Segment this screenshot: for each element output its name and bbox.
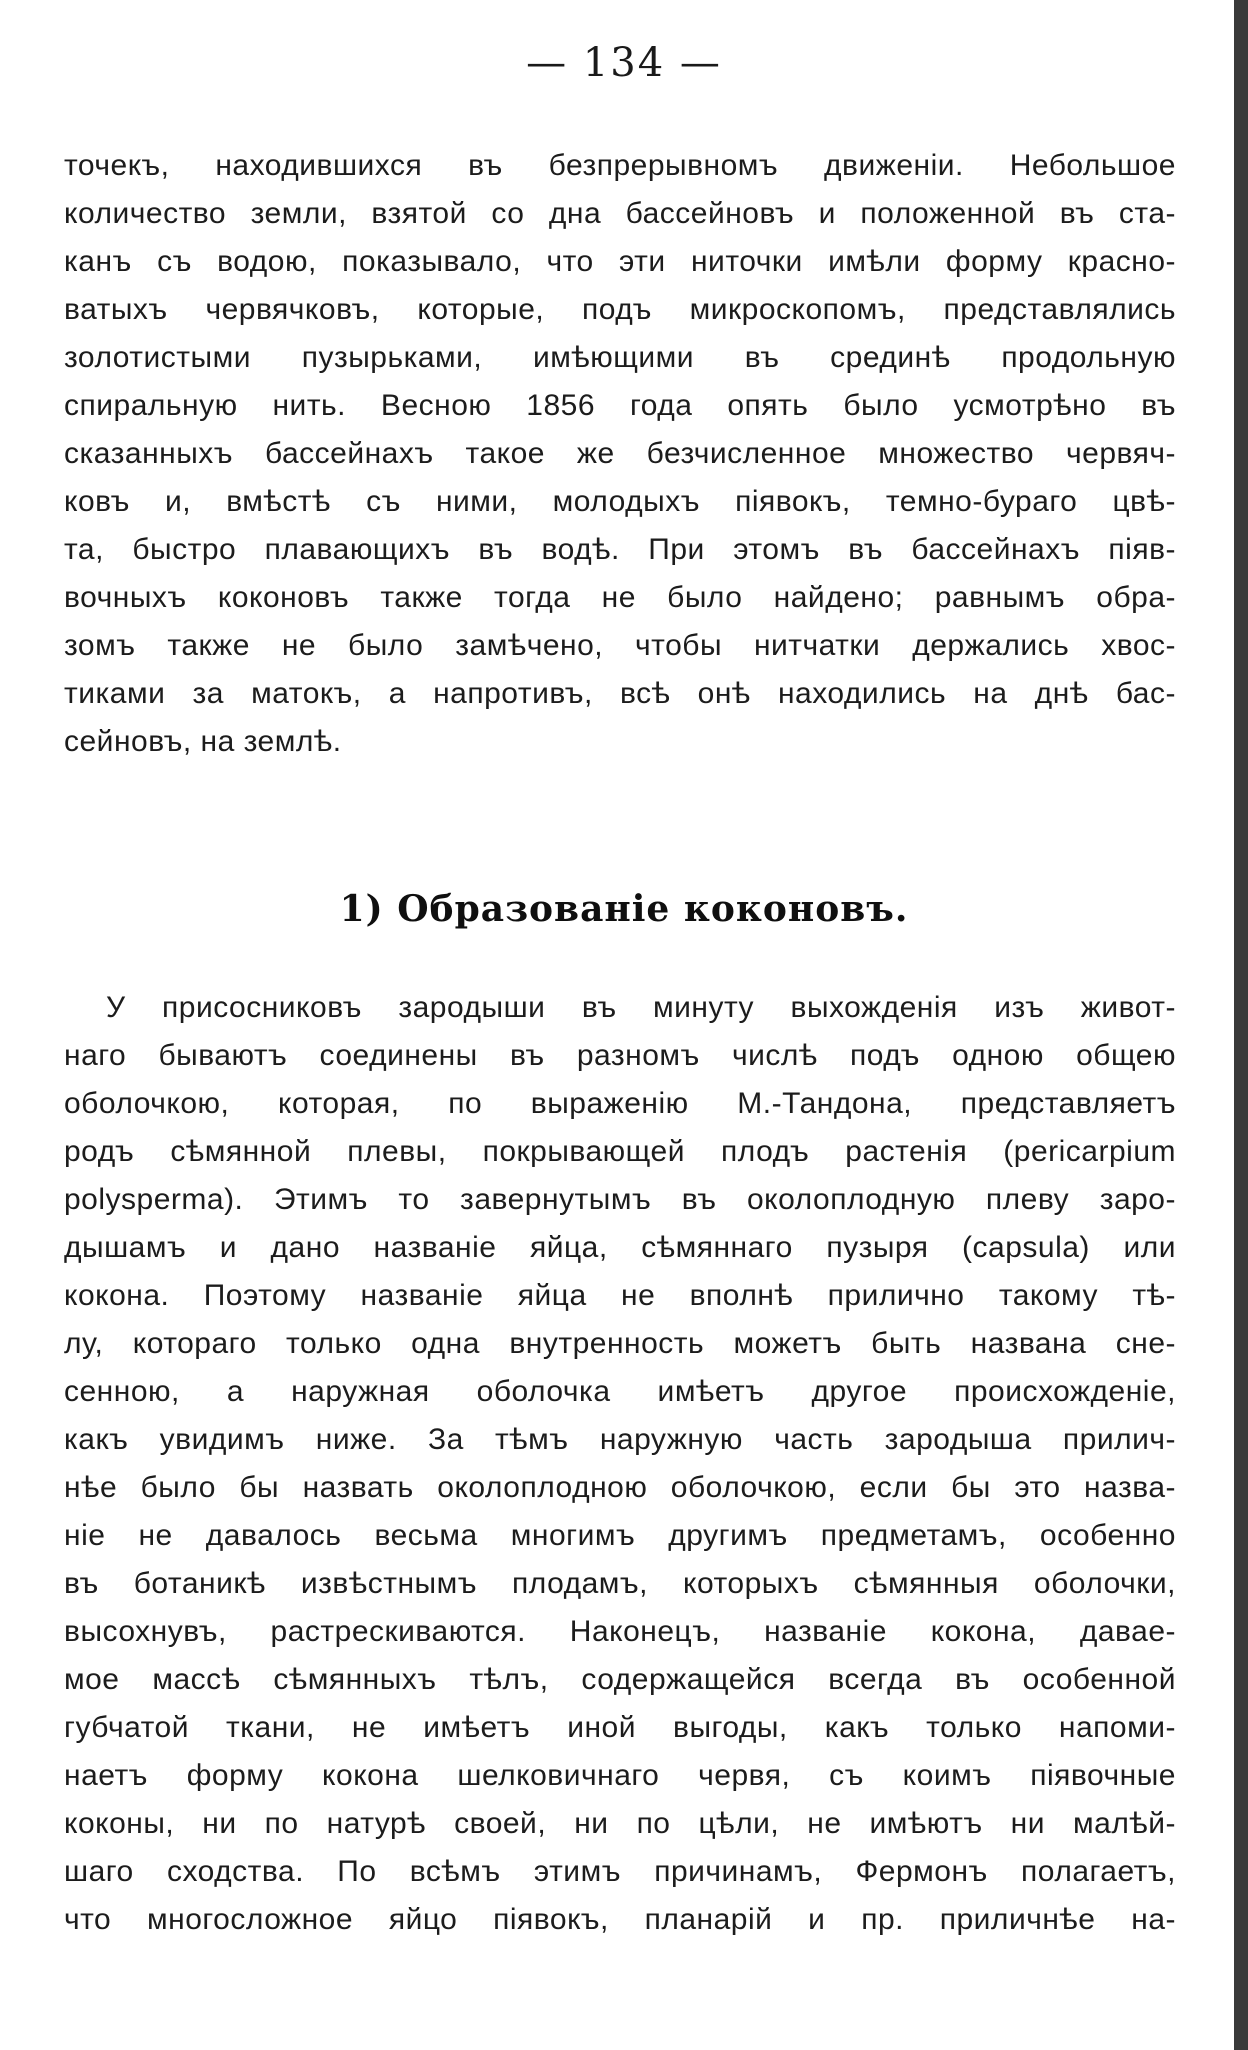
text-line: нѣе было бы назвать околоплодною оболочкою, если бы это назва- [64, 1471, 1176, 1504]
text-line: канъ съ водою, показывало, что эти ниточки имѣли форму красно- [64, 245, 1176, 278]
text-line: дышамъ и дано названіе яйца, сѣмяннаго пузыря (capsula) или [64, 1231, 1176, 1264]
text-line: оболочкою, которая, по выраженію М.-Тандона, представляетъ [64, 1087, 1176, 1120]
text-line: что многосложное яйцо піявокъ, планарій и пр. приличнѣе на- [64, 1903, 1176, 1936]
text-line: сенною, а наружная оболочка имѣетъ другое происхожденіе, [64, 1375, 1176, 1408]
page-number: — 134 — [526, 40, 722, 86]
text-line: количество земли, взятой со дна бассейновъ и положенной въ ста- [64, 197, 1176, 230]
text-line: шаго сходства. По всѣмъ этимъ причинамъ, Фермонъ полагаетъ, [64, 1855, 1176, 1888]
text-line: зомъ также не было замѣчено, чтобы нитчатки держались хвос- [64, 629, 1176, 662]
text-line: наетъ форму кокона шелковичнаго червя, съ коимъ піявочные [64, 1759, 1176, 1792]
text-line: какъ увидимъ ниже. За тѣмъ наружную часть зародыша прилич- [64, 1423, 1176, 1456]
text-line: та, быстро плавающихъ въ водѣ. При этомъ въ бассейнахъ піяв- [64, 533, 1176, 566]
text-line: polysperma). Этимъ то завернутымъ въ околоплодную плеву заро- [64, 1183, 1176, 1216]
text-line: сказанныхъ бассейнахъ такое же безчисленное множество червяч- [64, 437, 1176, 470]
text-line: коконы, ни по натурѣ своей, ни по цѣли, не имѣютъ ни малѣй- [64, 1807, 1176, 1840]
paragraph-2 [64, 984, 1176, 1944]
text-line: У присосниковъ зародыши въ минуту выхожденія изъ живот- [106, 991, 1176, 1024]
section-heading: 1) Образованіе коконовъ. [339, 888, 909, 930]
text-line: въ ботаникѣ извѣстнымъ плодамъ, которыхъ сѣмянныя оболочки, [64, 1567, 1176, 1600]
text-line: ніе не давалось весьма многимъ другимъ предметамъ, особенно [64, 1519, 1176, 1552]
text-line: мое массѣ сѣмянныхъ тѣлъ, содержащейся всегда въ особенной [64, 1663, 1176, 1696]
text-line: ковъ и, вмѣстѣ съ ними, молодыхъ піявокъ, темно-бураго цвѣ- [64, 485, 1176, 518]
text-line: губчатой ткани, не имѣетъ иной выгоды, какъ только напоми- [64, 1711, 1176, 1744]
text-line: родъ сѣмянной плевы, покрывающей плодъ растенія (pericarpium [64, 1135, 1176, 1168]
text-line: спиральную нить. Весною 1856 года опять было усмотрѣно въ [64, 389, 1176, 422]
text-line: лу, котораго только одна внутренность можетъ быть названа сне- [64, 1327, 1176, 1360]
text-line: тиками за матокъ, а напротивъ, всѣ онѣ находились на днѣ бас- [64, 677, 1176, 710]
text-line: высохнувъ, растрескиваются. Наконецъ, названіе кокона, давае- [64, 1615, 1176, 1648]
text-line: точекъ, находившихся въ безпрерывномъ движеніи. Небольшое [64, 149, 1176, 182]
text-line: вочныхъ коконовъ также тогда не было найдено; равнымъ обра- [64, 581, 1176, 614]
text-line: ватыхъ червячковъ, которые, подъ микроскопомъ, представлялись [64, 293, 1176, 326]
text-line: сейновъ, на землѣ. [64, 725, 342, 758]
text-line: кокона. Поэтому названіе яйца не вполнѣ прилично такому тѣ- [64, 1279, 1176, 1312]
text-line: золотистыми пузырьками, имѣющими въ срединѣ продольную [64, 341, 1176, 374]
page-edge-shadow [1234, 0, 1248, 2050]
paragraph-1 [64, 142, 1176, 766]
text-line: наго бываютъ соединены въ разномъ числѣ подъ одною общею [64, 1039, 1176, 1072]
